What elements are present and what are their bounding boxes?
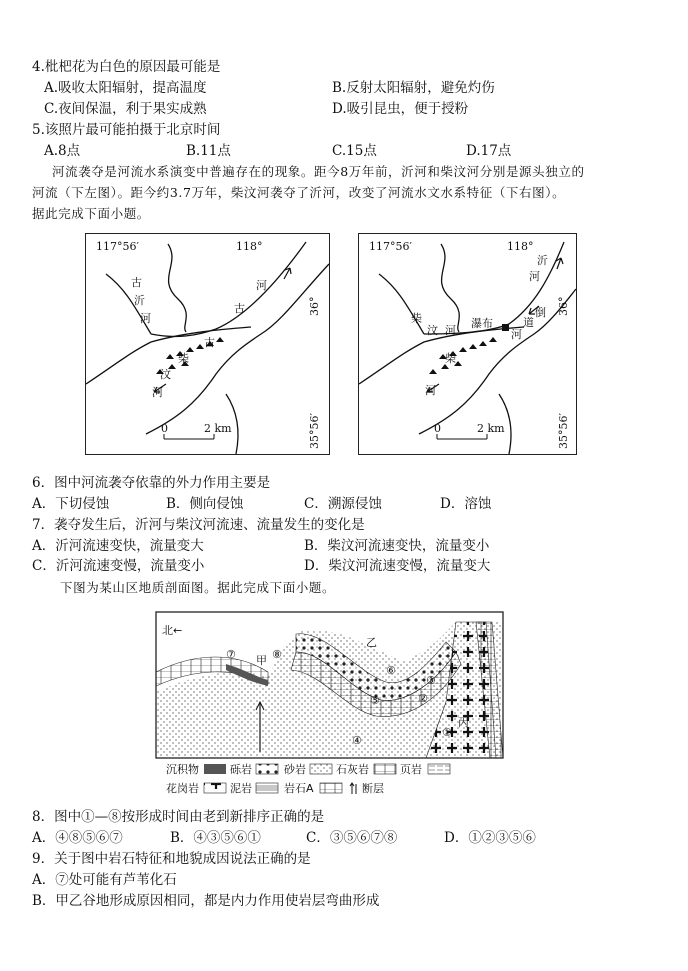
q6-option-a: A．下切侵蚀 bbox=[32, 496, 110, 512]
label-wen-r: 汶 bbox=[427, 324, 438, 337]
label-gu: 古 bbox=[131, 276, 142, 289]
label-yi-r: 沂 bbox=[537, 254, 548, 267]
marker-3: ③ bbox=[426, 674, 436, 687]
legend-granite: 花岗岩 bbox=[166, 782, 199, 795]
q5-option-b: B.11点 bbox=[186, 143, 231, 159]
q4-stem: 4.枇杷花为白色的原因最可能是 bbox=[32, 59, 221, 75]
q5-option-c: C.15点 bbox=[332, 143, 377, 159]
q6-stem: 6．图中河流袭夺依靠的外力作用主要是 bbox=[32, 475, 271, 491]
q6-option-b: B．侧向侵蚀 bbox=[166, 496, 244, 512]
map-right-scale-2km: 2 km bbox=[477, 422, 505, 435]
marker-6: ⑥ bbox=[386, 664, 396, 677]
map-right-lon2: 118° bbox=[507, 240, 534, 253]
q4-option-c: C.夜间保温，利于果实成熟 bbox=[44, 101, 207, 117]
q5-option-d: D.17点 bbox=[466, 143, 512, 159]
label-chai: 柴 bbox=[178, 352, 189, 365]
q5-option-a: A.8点 bbox=[44, 143, 81, 159]
q7-option-b: B．柴汶河流速变快，流量变小 bbox=[304, 538, 490, 554]
q7-option-d: D．柴汶河流速变慢，流量变大 bbox=[304, 558, 491, 574]
label-he3: 河 bbox=[152, 386, 163, 399]
q6-option-d: D．溶蚀 bbox=[440, 496, 492, 512]
geologic-profile bbox=[156, 612, 503, 758]
legend-shale: 页岩 bbox=[400, 763, 422, 776]
passage1-line1: 河流袭夺是河流水系演变中普遍存在的现象。距今8万年前，沂河和柴汶河分别是源头独立的 bbox=[52, 164, 585, 179]
label-daodiao-3: 倒 bbox=[535, 306, 546, 319]
map-left-scale-0: 0 bbox=[161, 422, 168, 435]
passage1-line3: 据此完成下面小题。 bbox=[32, 206, 150, 221]
legend-sediment-swatch bbox=[204, 764, 226, 774]
map-before-capture bbox=[85, 233, 330, 455]
geologic-profile-svg bbox=[156, 612, 503, 758]
label-gu3: 古 bbox=[204, 336, 215, 349]
legend-sediment: 沉积物 bbox=[166, 763, 199, 776]
label-wen: 汶 bbox=[160, 368, 171, 381]
profile-legend bbox=[160, 760, 500, 798]
label-he-r: 河 bbox=[529, 270, 540, 283]
legend-limestone: 石灰岩 bbox=[336, 763, 369, 776]
q9-stem: 9．关于图中岩石特征和地貌成因说法正确的是 bbox=[32, 851, 311, 867]
legend-sandstone-swatch bbox=[310, 764, 332, 774]
label-chai-r: 柴 bbox=[411, 312, 422, 325]
legend-granite-swatch bbox=[204, 783, 226, 793]
legend-fault-symbol bbox=[350, 783, 356, 794]
legend-rockA: 岩石A bbox=[284, 782, 314, 795]
q6-option-c: C．溯源侵蚀 bbox=[304, 496, 382, 512]
marker-8: ⑧ bbox=[272, 648, 282, 661]
map-after-capture bbox=[358, 233, 577, 455]
waterfall-marker bbox=[502, 324, 509, 331]
label-waterfall: 瀑布 bbox=[471, 317, 493, 330]
legend-shale-swatch bbox=[428, 764, 450, 774]
q4-option-b: B.反射太阳辐射，避免灼伤 bbox=[332, 80, 495, 96]
marker-1: ① bbox=[442, 726, 452, 739]
q7-option-a: A．沂河流速变快，流量变大 bbox=[32, 538, 204, 554]
q7-stem: 7．袭夺发生后，沂河与柴汶河流速、流量发生的变化是 bbox=[32, 517, 365, 533]
map-left-lat1: 36° bbox=[308, 296, 321, 316]
q9-option-a: A．⑦处可能有芦苇化石 bbox=[32, 872, 177, 888]
legend-rockA-swatch bbox=[320, 783, 342, 793]
legend-sandstone: 砂岩 bbox=[284, 763, 306, 776]
map-left-scale-2km: 2 km bbox=[204, 422, 232, 435]
map-before-svg bbox=[86, 234, 329, 454]
passage1-line2: 河流（下左图）。距今约3.7万年，柴汶河袭夺了沂河，改变了河流水文水系特征（下右图）。 bbox=[32, 185, 566, 200]
map-left-lon1: 117°56′ bbox=[96, 240, 139, 253]
q8-option-d: D．①②③⑤⑥ bbox=[444, 830, 536, 846]
label-yi: 沂 bbox=[134, 294, 145, 307]
marker-2: ② bbox=[418, 692, 428, 705]
map-right-scale-0: 0 bbox=[434, 422, 441, 435]
label-he-lower: 河 bbox=[425, 384, 436, 397]
passage2: 下图为某山区地质剖面图。据此完成下面小题。 bbox=[60, 580, 336, 595]
legend-mudstone: 泥岩 bbox=[230, 782, 252, 795]
map-left-lat2: 35°56′ bbox=[308, 413, 321, 449]
q9-option-b: B．甲乙谷地形成原因相同，都是内力作用使岩层弯曲形成 bbox=[32, 893, 380, 909]
profile-north: 北← bbox=[162, 624, 183, 637]
map-left-lon2: 118° bbox=[236, 240, 263, 253]
map-after-svg bbox=[359, 234, 576, 454]
q5-stem: 5.该照片最可能拍摄于北京时间 bbox=[32, 122, 221, 138]
label-he: 河 bbox=[140, 312, 151, 325]
marker-5: ⑤ bbox=[370, 694, 380, 707]
map-right-lon1: 117°56′ bbox=[369, 240, 412, 253]
marker-7: ⑦ bbox=[226, 648, 236, 661]
label-he-r2: 河 bbox=[445, 324, 456, 337]
q8-option-c: C．③⑤⑥⑦⑧ bbox=[306, 830, 398, 846]
legend-fault: 断层 bbox=[362, 782, 384, 795]
q7-option-c: C．沂河流速变慢，流量变小 bbox=[32, 558, 205, 574]
legend-limestone-swatch bbox=[374, 764, 396, 774]
label-daodiao-2: 道 bbox=[523, 316, 534, 329]
q4-option-a: A.吸收太阳辐射，提高温度 bbox=[44, 80, 207, 96]
profile-yi: 乙 bbox=[366, 636, 377, 649]
hill-symbols-right bbox=[429, 337, 497, 374]
label-he2: 河 bbox=[256, 279, 267, 292]
map-right-lat1: 36° bbox=[557, 296, 570, 316]
map-right-lat2: 35°56′ bbox=[557, 413, 570, 449]
q8-option-b: B．④③⑤⑥① bbox=[170, 830, 261, 846]
q8-option-a: A．④⑧⑤⑥⑦ bbox=[32, 830, 123, 846]
label-chai-lower: 柴 bbox=[445, 352, 456, 365]
marker-4: ④ bbox=[352, 734, 362, 747]
profile-jia: 甲 bbox=[256, 654, 267, 667]
q4-option-d: D.吸引昆虫，便于授粉 bbox=[332, 101, 469, 117]
legend-svg bbox=[160, 760, 500, 798]
legend-conglomerate-swatch bbox=[256, 764, 278, 774]
label-gu2: 古 bbox=[234, 302, 245, 315]
label-daodiao-1: 河 bbox=[511, 328, 522, 341]
profile-bing: 丙 bbox=[458, 716, 469, 729]
q8-stem: 8．图中①—⑧按形成时间由老到新排序正确的是 bbox=[32, 809, 325, 825]
legend-conglomerate: 砾岩 bbox=[230, 763, 252, 776]
